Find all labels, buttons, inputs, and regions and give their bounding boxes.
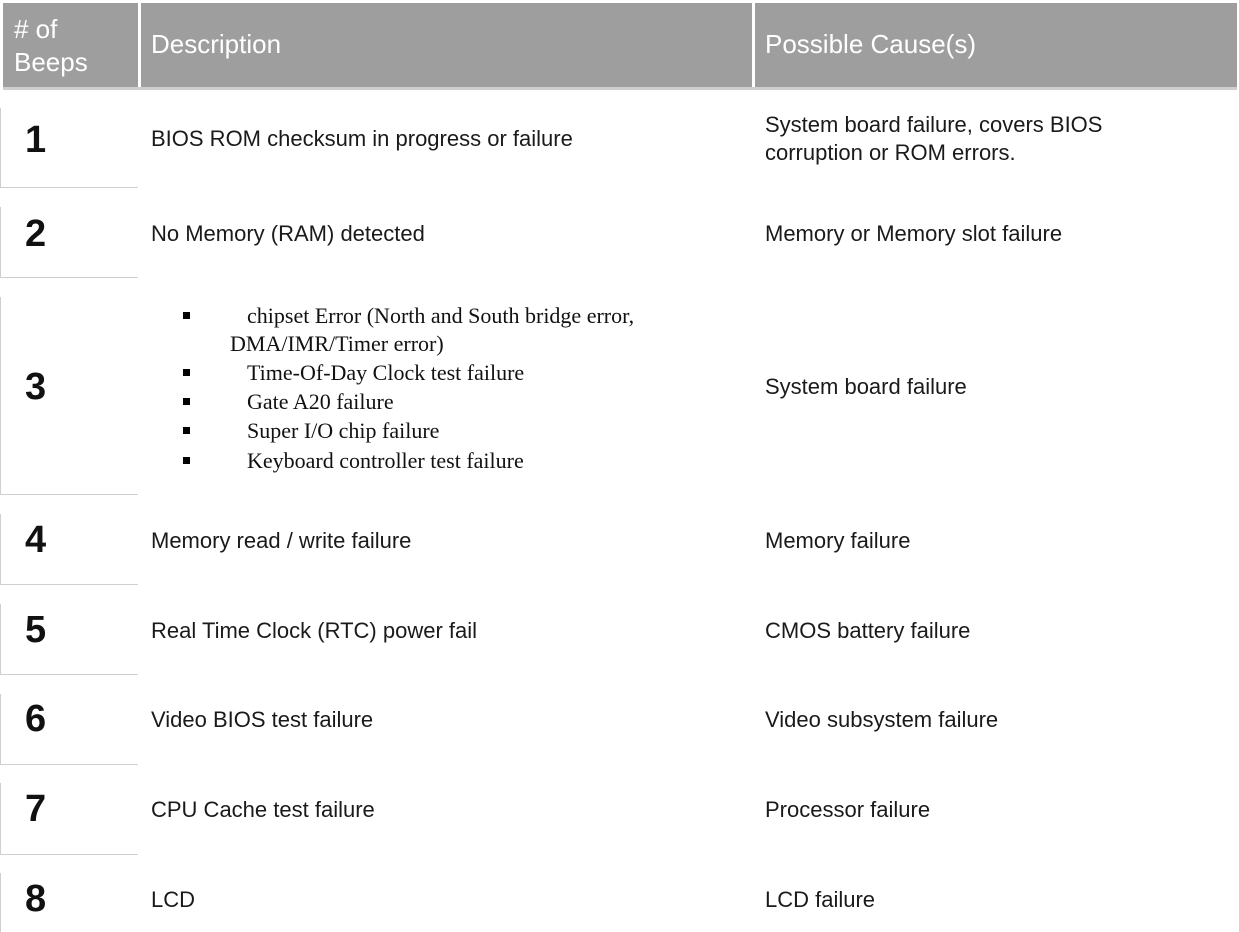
beep-cell bbox=[0, 108, 138, 188]
beep-count: 2 bbox=[25, 213, 47, 255]
beep-cell bbox=[0, 604, 138, 675]
table-row bbox=[0, 604, 1239, 675]
column-header-beeps bbox=[3, 3, 138, 87]
cause-line: corruption or ROM errors. bbox=[765, 140, 1016, 165]
description: Real Time Clock (RTC) power fail bbox=[151, 618, 478, 643]
possible-cause: Processor failure bbox=[765, 797, 931, 822]
cause-line: System board failure, covers BIOS bbox=[765, 112, 1103, 137]
beep-count: 8 bbox=[25, 878, 47, 920]
beep-count: 7 bbox=[25, 788, 47, 830]
description: LCD bbox=[151, 887, 196, 912]
description: CPU Cache test failure bbox=[151, 797, 375, 822]
table-row bbox=[0, 514, 1239, 585]
list-item-continuation: DMA/IMR/Timer error) bbox=[230, 331, 444, 356]
description: Memory read / write failure bbox=[151, 528, 412, 553]
column-header-causes: Possible Cause(s) bbox=[755, 3, 1237, 87]
possible-cause: LCD failure bbox=[765, 887, 876, 912]
possible-cause bbox=[765, 111, 1205, 167]
beep-count: 4 bbox=[25, 519, 47, 561]
header-beeps-line1: # of bbox=[14, 14, 58, 44]
beep-cell bbox=[0, 783, 138, 855]
possible-cause: CMOS battery failure bbox=[765, 618, 971, 643]
beep-cell bbox=[0, 514, 138, 585]
beep-cell bbox=[0, 207, 138, 278]
table-row bbox=[0, 873, 1239, 932]
possible-cause: Memory failure bbox=[765, 528, 911, 553]
possible-cause: Memory or Memory slot failure bbox=[765, 221, 1063, 246]
table-row bbox=[0, 783, 1239, 855]
column-header-description: Description bbox=[141, 3, 752, 87]
bullet-icon bbox=[183, 427, 190, 434]
possible-cause: System board failure bbox=[765, 374, 967, 399]
table-row bbox=[0, 108, 1239, 188]
table-row bbox=[0, 207, 1239, 278]
bullet-icon bbox=[183, 398, 190, 405]
beep-cell bbox=[0, 873, 138, 932]
header-divider bbox=[3, 87, 1237, 90]
table-row bbox=[0, 694, 1239, 765]
bullet-icon bbox=[183, 369, 190, 376]
beep-count: 3 bbox=[25, 366, 47, 408]
beep-count: 5 bbox=[25, 609, 47, 651]
beep-cell bbox=[0, 297, 138, 495]
description: Video BIOS test failure bbox=[151, 707, 374, 732]
table-row: 3 chipset Error (North and South bridge error, DMA/IMR/Timer error) Time-Of-Day Clock test failure Gate A20 failure Super I/O chip failure Keyboard controller test failure System board failure bbox=[0, 297, 1239, 495]
beep-cell bbox=[0, 694, 138, 765]
bullet-icon bbox=[183, 457, 190, 464]
beep-count: 1 bbox=[25, 119, 47, 161]
possible-cause: Video subsystem failure bbox=[765, 707, 999, 732]
description: BIOS ROM checksum in progress or failure bbox=[151, 126, 573, 151]
description: No Memory (RAM) detected bbox=[151, 221, 425, 246]
beep-count: 6 bbox=[25, 698, 47, 740]
bullet-icon bbox=[183, 312, 190, 319]
header-beeps-line2: Beeps bbox=[14, 47, 88, 77]
